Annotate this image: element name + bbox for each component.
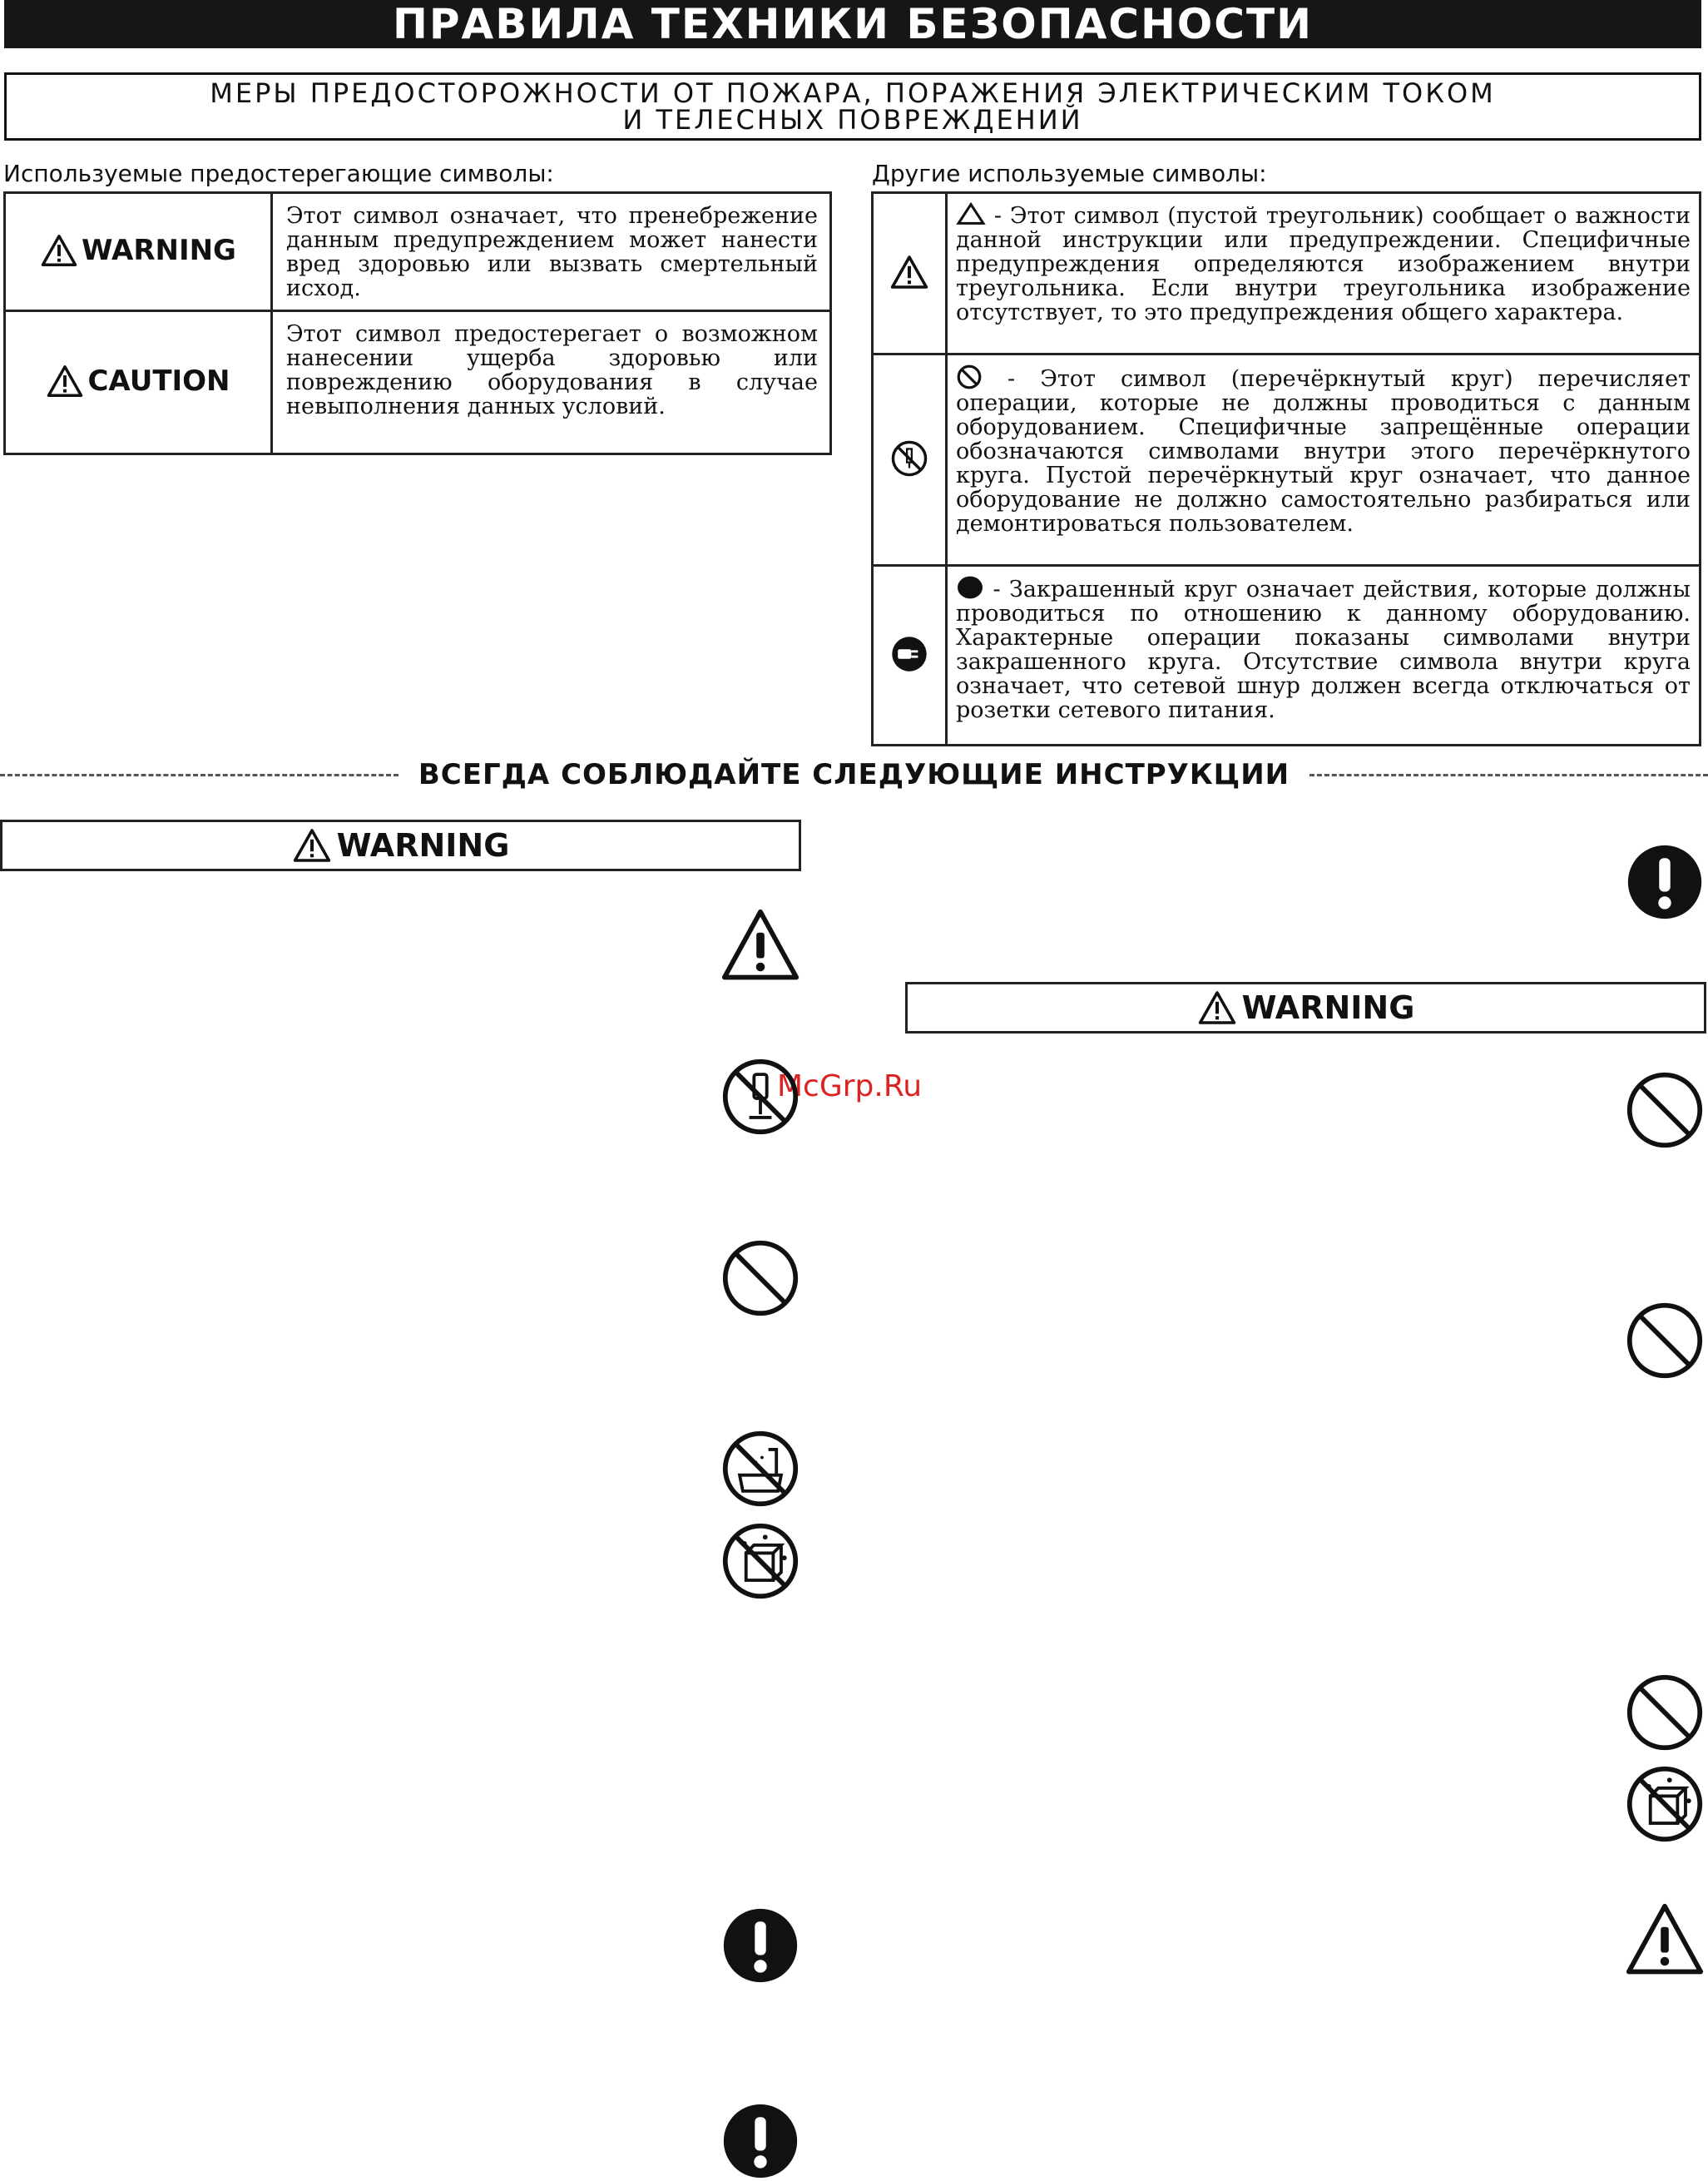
prohibition-icon [1625,1673,1705,1752]
divider-dash-left [0,774,399,776]
prohibition-description: - Этот символ (перечёркнутый круг) перечисляет операции, которые не должны проводиться с данным оборудованием. Специфичные запрещённые операции обозначаются символами внутри этого перечёркнутого круга. Пустой перечёркнутый круг означает, что данное оборудование не должно самостоятельно разбираться или демонтироваться пользователем. [956,366,1691,537]
triangle-description: - Этот символ (пустой треугольник) сообщает о важности данной инструкции или предупреждении. Специфичные предупреждения определяются изображением внутри треугольника. Если внутри треугольника изображение отсутствует, то это предупреждения общего характера. [956,203,1691,325]
subtitle-line-2: И ТЕЛЕСНЫХ ПОВРЕЖДЕНИЙ [622,104,1083,136]
subtitle-box [4,72,1701,141]
warning-triangle-icon [292,827,332,864]
prohibition-circle-icon [956,364,983,390]
mandatory-action-icon [720,2101,800,2181]
caution-triangle-icon [720,907,800,987]
divider-title: ВСЕГДА СОБЛЮДАЙТЕ СЛЕДУЮЩИЕ ИНСТРУКЦИИ [418,758,1290,791]
filled-circle-description: - Закрашенный круг означает действия, которые должны проводиться по отношению к данному оборудованию. Характерные операции показаны символами внутри закрашенного круга. Отсутствие символа внутри круга означает, что сетевой шнур должен всегда отключаться от розетки сетевого питания. [956,577,1691,723]
caution-triangle-icon [46,364,84,399]
watermark-text: McGrp.Ru [777,1069,923,1103]
divider-dash-right [1309,774,1708,776]
caution-badge: CAUTION [46,364,230,399]
warning-badge: WARNING [40,233,236,268]
table-row [873,566,1701,746]
warning-symbols-label: Используемые предостерегающие символы: [3,160,554,187]
subtitle-line-1: МЕРЫ ПРЕДОСТОРОЖНОСТИ ОТ ПОЖАРА, ПОРАЖЕНИЯ ЭЛЕКТРИЧЕСКИМ ТОКОМ [210,77,1496,109]
triangle-icon [889,254,929,290]
warning-bar-left: WARNING [0,820,801,871]
prohibition-icon [1625,1070,1705,1150]
page-title: ПРАВИЛА ТЕХНИКИ БЕЗОПАСНОСТИ [393,0,1313,48]
warning-triangle-icon [40,233,78,268]
no-water-icon [720,1521,800,1601]
table-row [5,311,831,454]
no-disassembly-icon [720,1057,800,1137]
warning-triangle-icon [1197,989,1237,1026]
warning-symbols-table [3,191,832,455]
table-row [873,193,1701,354]
instructions-divider [0,754,1708,796]
table-row [5,193,831,311]
no-disassembly-icon [890,439,928,478]
mandatory-action-icon [720,1906,800,1985]
other-symbols-table [871,191,1701,746]
mandatory-action-icon [1625,842,1705,922]
prohibition-icon [720,1238,800,1318]
empty-triangle-icon [956,202,986,226]
title-bar [4,0,1701,48]
unplug-icon [890,635,928,673]
prohibition-icon [1625,1301,1705,1380]
caution-description: Этот символ предостерегает о возможном нанесении ущерба здоровью или повреждению оборудования в случае невыполнения данных условий. [286,321,818,419]
warning-description: Этот символ означает, что пренебрежение данным предупреждением может нанести вред здоровью или вызвать смертельный исход. [286,203,818,301]
table-row [873,354,1701,566]
caution-triangle-icon [1625,1901,1705,1981]
filled-circle-icon [956,575,984,600]
warning-bar-right: WARNING [905,982,1706,1033]
other-symbols-label: Другие используемые символы: [872,160,1267,187]
no-bathroom-icon [720,1429,800,1509]
no-water-icon [1625,1764,1705,1844]
